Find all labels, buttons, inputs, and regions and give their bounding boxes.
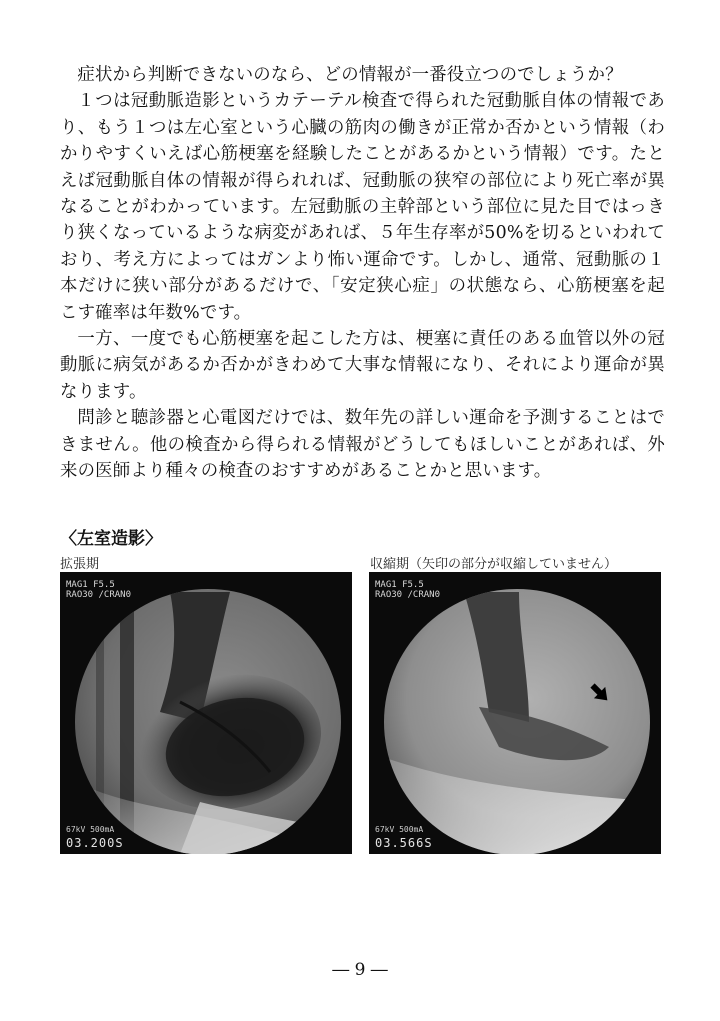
page-number: ― 9 ― [332,960,388,980]
overlay-kv-left: 67kV 500mA [66,825,115,834]
timestamp-right: 03.566S [375,836,433,850]
body-text [60,62,665,485]
caption-systole: 収縮期（矢印の部分が収縮していません） [370,557,618,572]
timestamp-left: 03.200S [66,836,124,850]
overlay-kv-right: 67kV 500mA [375,825,424,834]
paragraph-3: 一方、一度でも心筋梗塞を起こした方は、梗塞に責任のある血管以外の冠動脈に病気があるか否かがきわめて大事な情報になり、それにより運命が異なります。 [60,329,665,402]
overlay-info-right: MAG1 F5.5 RAO30 /CRAN0 [375,580,441,600]
paragraph-4: 問診と聴診器と心電図だけでは、数年先の詳しい運命を予測することはできません。他の検査から得られる情報がどうしてもほしいことがあれば、外来の医師より種々の検査のおすすめがあることかと思います。 [60,408,665,482]
angiogram-systole [369,572,661,854]
angiogram-diastole [60,572,352,854]
paragraph-2: １つは冠動脈造影というカテーテル検査で得られた冠動脈自体の情報であり、もう１つは左心室という心臓の筋肉の働きが正常か否かという情報（わかりやすくいえば心筋梗塞を経験したことがあるかという情報）です。たとえば冠動脈自体の情報が得られれば、冠動脈の狭窄の部位により死亡率が異なることがわかっています。左冠動脈の主幹部という部位に見た目ではっきり狭くなっているような病変があれば、５年生存率が50%を切るといわれており、考え方によってはガンより怖い運命です。しかし、通常、冠動脈の１本だけに狭い部分があるだけで、「安定狭心症」の状態なら、心筋梗塞を起こす確率は年数%です。 [60,91,665,323]
overlay-info-left: MAG1 F5.5 RAO30 /CRAN0 [66,580,132,600]
angiogram-systole-image [369,572,661,854]
caption-diastole: 拡張期 [60,557,100,572]
figure-title: 〈左室造影〉 [60,529,162,549]
angiogram-diastole-image [60,572,352,854]
paragraph-1: 症状から判断できないのなら、どの情報が一番役立つのでしょうか？ [77,65,623,85]
